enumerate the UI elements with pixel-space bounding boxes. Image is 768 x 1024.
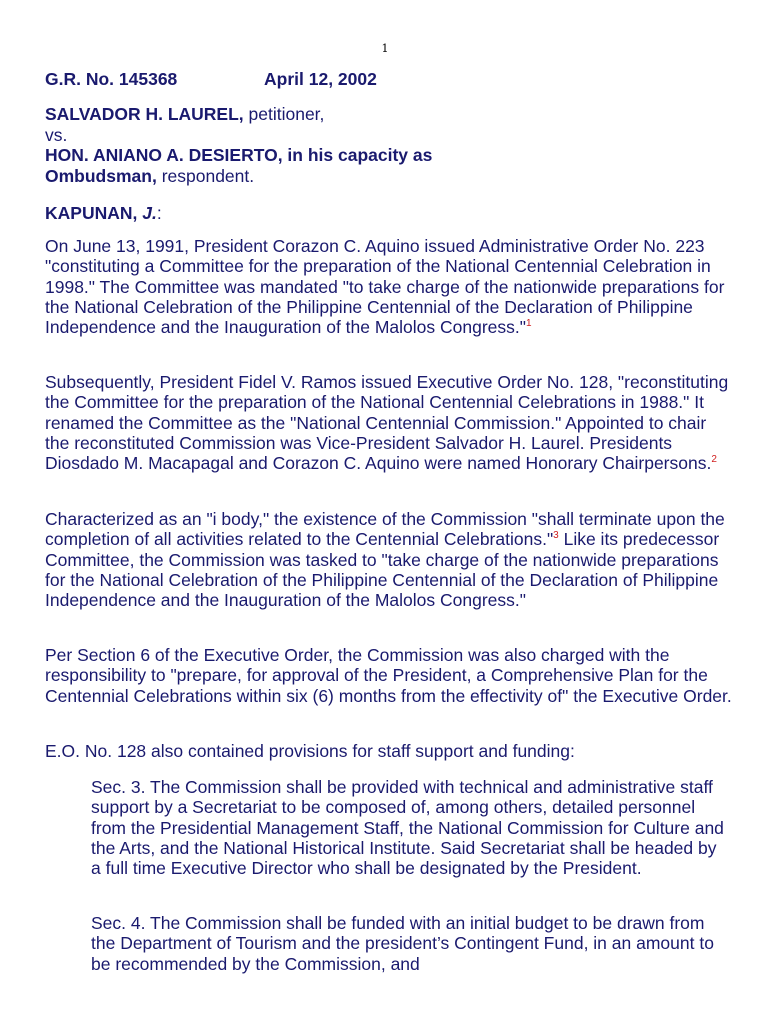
body-paragraph-2	[45, 372, 735, 473]
paragraph-text: Subsequently, President Fidel V. Ramos issued Executive Order No. 128, "reconstituting the Committee for the preparation of the National Centennial Celebrations in 1988." It renamed the Committee as the "National Centennial Commission." Appointed to chair the reconstituted Commission was Vice-President Salvador H. Laurel. Presidents Diosdado M. Macapagal and Corazon C. Aquino were named Honorary Chairpersons.	[45, 372, 729, 474]
quote-text: Sec. 4. The Commission shall be funded with an initial budget to be drawn from the Department of Tourism and the president’s Contingent Fund, in an amount to be recommended by the Commission, and	[91, 913, 714, 974]
paragraph-text: On June 13, 1991, President Corazon C. Aquino issued Administrative Order No. 223 "constituting a Committee for the preparation of the National Centennial Celebration in 1998." The Committee was mandated "to take charge of the nationwide preparations for the National Celebration of the Philippine Centennial of the Declaration of Philippine Independence and the Inauguration of the Malolos Congress."	[45, 236, 725, 338]
paragraph-text: Per Section 6 of the Executive Order, the Commission was also charged with the responsibility to "prepare, for approval of the President, a Comprehensive Plan for the Centennial Celebrations within six (6) months from the effectivity of" the Executive Order.	[45, 645, 732, 706]
page-number: 1	[381, 42, 389, 55]
versus-label: vs.	[45, 124, 68, 145]
ponente-suffix: :	[156, 203, 162, 223]
body-paragraph-1	[45, 236, 735, 337]
petitioner-role: petitioner,	[243, 104, 325, 124]
case-caption	[45, 104, 432, 186]
petitioner-name: SALVADOR H. LAUREL,	[45, 104, 244, 124]
body-paragraph-4	[45, 645, 735, 706]
footnote-ref-2[interactable]: 2	[711, 454, 717, 466]
quoted-section-3	[91, 777, 731, 878]
footnote-ref-1[interactable]: 1	[526, 318, 532, 330]
paragraph-text: E.O. No. 128 also contained provisions for staff support and funding:	[45, 741, 575, 761]
respondent-name-line1: HON. ANIANO A. DESIERTO, in his capacity as	[45, 145, 433, 165]
case-header	[45, 67, 377, 91]
quote-text: Sec. 3. The Commission shall be provided with technical and administrative staff support by a Secretariat to be composed of, among others, detailed personnel from the Presidential Management Staff, the National Commission for Culture and the Arts, and the National Historical Institute. Said Secretariat shall be headed by a full time Executive Director who shall be designated by the President.	[91, 777, 724, 879]
respondent-name-line2: Ombudsman,	[45, 165, 157, 186]
gr-number: G.R. No. 145368	[45, 69, 178, 89]
petitioner-line	[45, 104, 432, 125]
decision-date: April 12, 2002	[264, 69, 377, 89]
paragraph-text-after: Like its predecessor Committee, the Commission was tasked to "take charge of the nationwide preparations for the National Celebration of the Philippine Centennial of the Declaration of Philippine Independence and the Inauguration of the Malolos Congress."	[45, 529, 720, 611]
respondent-line2	[45, 166, 432, 187]
quoted-section-4	[91, 913, 731, 974]
respondent-role: respondent.	[156, 165, 255, 186]
ponente-name: KAPUNAN,	[45, 203, 143, 223]
body-paragraph-3	[45, 509, 735, 610]
paragraph-text-before: Characterized as an "i body," the existence of the Commission "shall terminate upon the completion of all activities related to the Centennial Celebrations."	[45, 509, 725, 550]
body-paragraph-5	[45, 741, 735, 761]
ponente	[45, 202, 162, 224]
ponente-title: J.	[142, 203, 157, 223]
footnote-ref-3[interactable]: 3	[553, 530, 559, 542]
